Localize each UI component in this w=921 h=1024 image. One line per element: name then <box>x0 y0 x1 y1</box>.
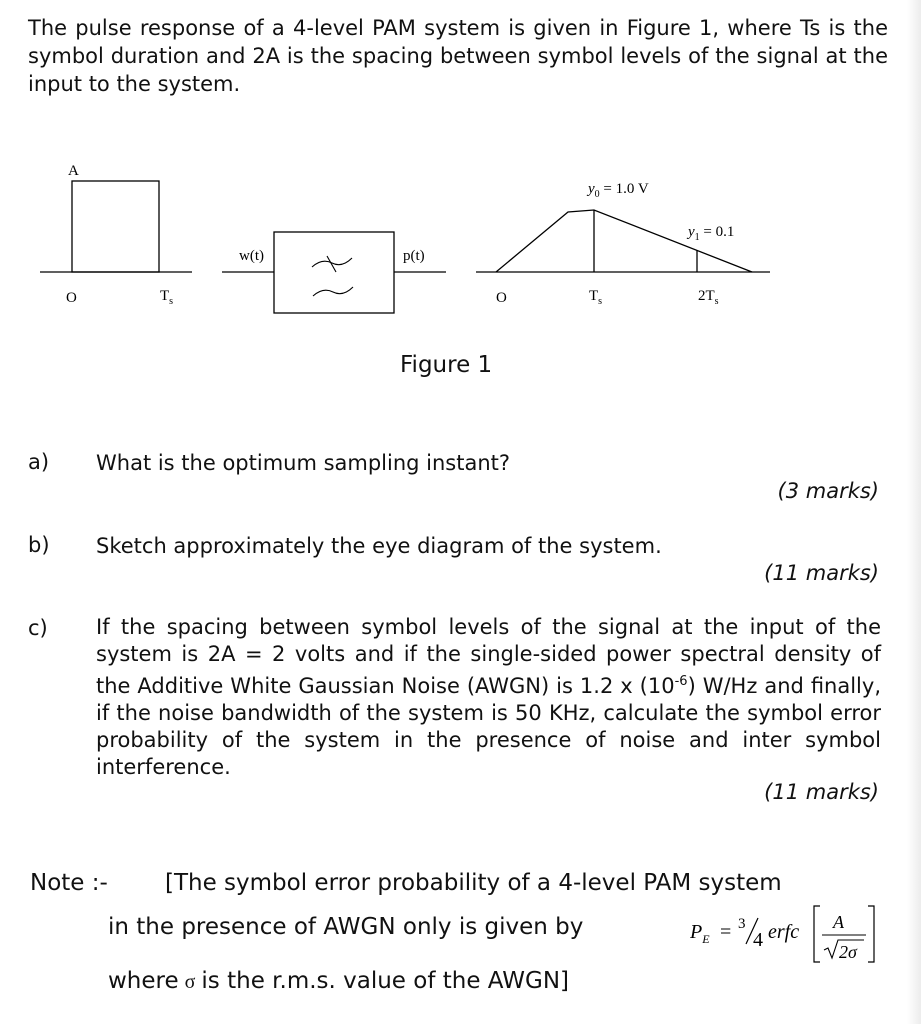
question-c-text-before: If the spacing between symbol levels of the signal at the input of the system is 2A = 2 volts and if the single-sided power spectral density of the Additive White Gaussian Noise (AWGN) is 1.2 x (10 <box>96 615 881 698</box>
note-line-3 <box>108 968 569 994</box>
note-label: Note :- <box>30 870 108 896</box>
note-line-3-after: is the r.m.s. value of the AWGN] <box>201 968 570 994</box>
question-c-text-after: ) W/Hz and finally, if the noise bandwidth of the system is 50 KHz, calculate the symbol error probability of the system in the presence of noise and inter symbol interference. <box>96 674 881 779</box>
block-output-label: p(t) <box>403 248 425 264</box>
amplitude-label: A <box>68 163 79 179</box>
note-line-2: in the presence of AWGN only is given by <box>108 914 584 940</box>
question-c-text <box>96 614 881 781</box>
page-edge-shadow <box>907 0 921 1024</box>
input-origin-label: O <box>66 290 77 306</box>
question-b-text: Sketch approximately the eye diagram of the system. <box>96 534 662 558</box>
formula-equals: = <box>720 921 732 943</box>
note-line-1: [The symbol error probability of a 4-level PAM system <box>165 870 782 896</box>
response-origin-label: O <box>496 290 507 306</box>
formula-numerator: A <box>833 912 844 932</box>
question-c-marks: (11 marks) <box>764 780 879 804</box>
formula-left-bracket <box>814 906 820 962</box>
question-c-label: c) <box>28 616 48 640</box>
question-b-label: b) <box>28 533 50 557</box>
note-line-3-before: where <box>108 968 179 994</box>
question-b-marks: (11 marks) <box>764 561 879 585</box>
pulse-response-diagram <box>476 181 770 307</box>
system-block-diagram <box>222 232 446 313</box>
figure-caption: Figure 1 <box>400 352 493 378</box>
problem-intro: The pulse response of a 4-level PAM system is given in Figure 1, where Ts is the symbol duration and 2A is the spacing between symbol levels of the signal at the input to the system. <box>28 16 888 96</box>
question-a-marks: (3 marks) <box>777 479 879 503</box>
block-input-label: w(t) <box>239 248 264 264</box>
sigma-symbol: σ <box>184 971 196 993</box>
y0-label: $y_0 = 1.0$ V <box>588 181 649 200</box>
input-rect-pulse <box>72 181 159 272</box>
input-ts-label: $T_s$ <box>160 288 174 307</box>
figure-1 <box>0 150 900 330</box>
response-curve <box>496 210 752 272</box>
question-a-text: What is the optimum sampling instant? <box>96 451 511 475</box>
input-pulse-diagram <box>40 163 192 307</box>
y1-label: $y_1 = 0.1$ <box>688 224 735 243</box>
formula-denominator: 2σ <box>839 942 857 962</box>
formula-p: $P_E$ <box>690 921 710 946</box>
formula-right-bracket <box>868 906 874 962</box>
formula-three: 3 <box>738 916 746 932</box>
error-probability-formula <box>690 900 885 970</box>
question-c-exponent: -6 <box>674 674 688 689</box>
filter-symbol-bottom <box>313 287 353 296</box>
system-block <box>274 232 394 313</box>
question-a-label: a) <box>28 450 50 474</box>
response-ts-label: $T_s$ <box>589 288 603 307</box>
formula-four: 4 <box>753 929 763 951</box>
formula-erfc: erfc <box>768 921 800 943</box>
response-2ts-label: $2T_s$ <box>698 288 719 307</box>
